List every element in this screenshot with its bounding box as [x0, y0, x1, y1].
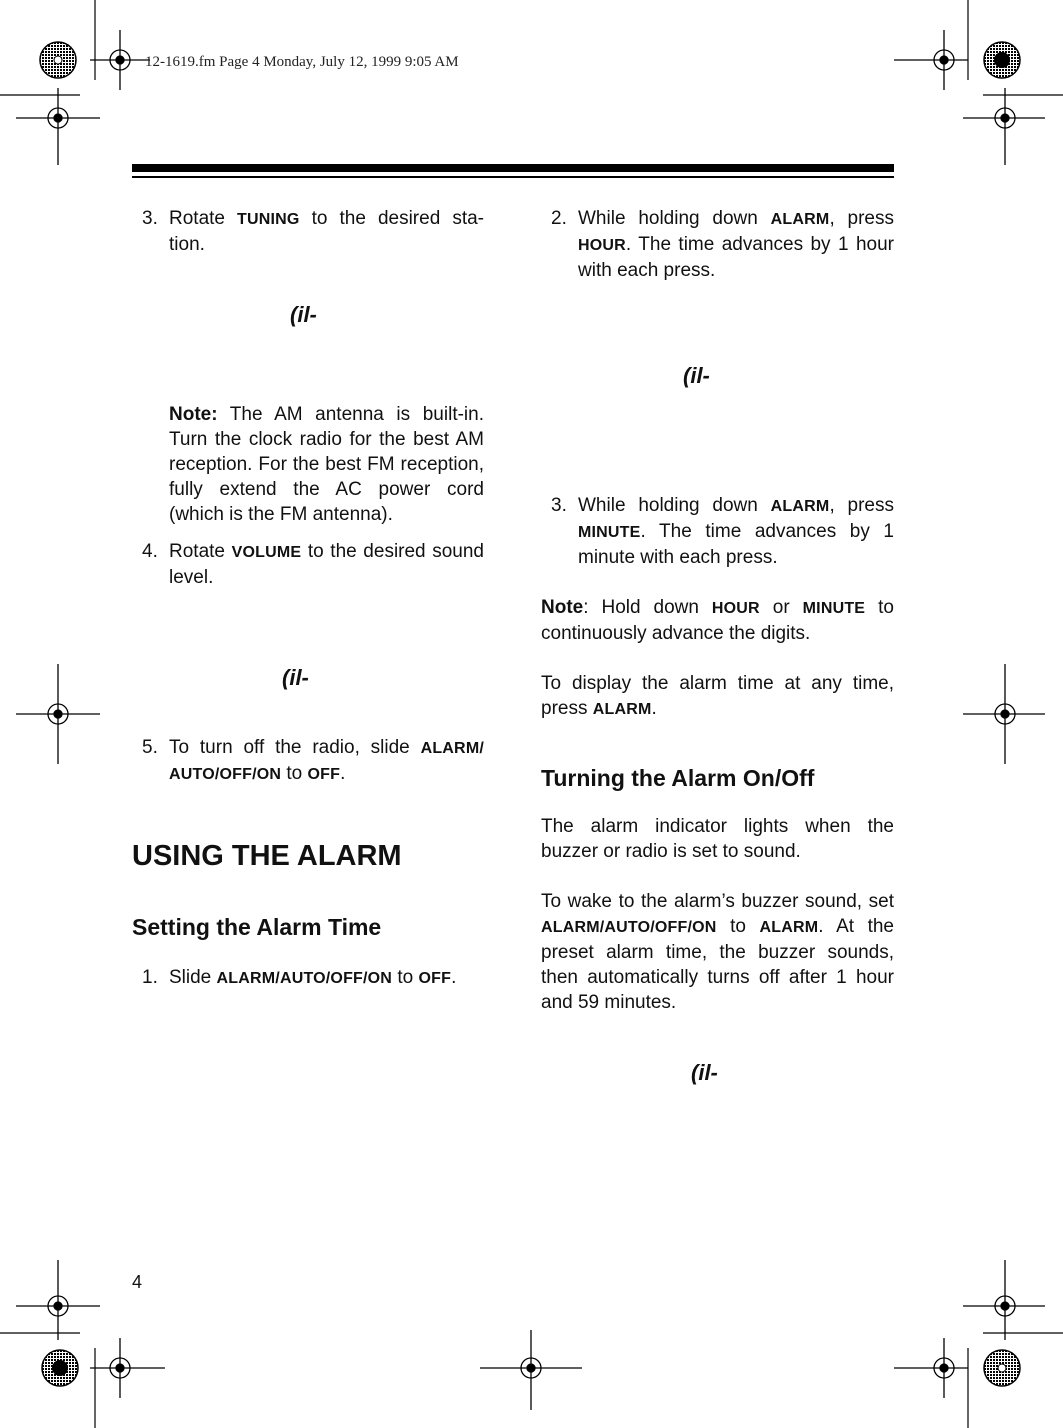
- illustration-placeholder: (il-: [290, 302, 317, 327]
- illustration-placeholder: (il-: [683, 363, 710, 388]
- step-4-volume: 4. Rotate VOLUME to the desired sound level.: [142, 541, 484, 588]
- illustration-placeholder: (il-: [282, 665, 309, 690]
- step-3-minute: 3. While holding down ALARM, press MINUTE. The time advances by 1 minute with each press.: [551, 495, 894, 568]
- section-title: USING THE ALARM: [132, 840, 402, 872]
- subsection-title: Setting the Alarm Time: [132, 914, 382, 940]
- file-header-stamp: 12-1619.fm Page 4 Monday, July 12, 1999 9:05 AM: [145, 54, 459, 70]
- hold-note: Note: Hold down HOUR or MINUTE to continuously advance the digits.: [541, 597, 894, 644]
- display-alarm-paragraph: To display the alarm time at any time, press ALARM.: [541, 673, 894, 719]
- step-5-turn-off: 5. To turn off the radio, slide ALARM/ AUTO/OFF/ON to OFF.: [142, 737, 484, 784]
- indicator-paragraph: The alarm indicator lights when the buzzer or radio is set to sound.: [541, 816, 894, 862]
- header-rule-thick: [132, 164, 894, 172]
- right-column: [541, 206, 894, 1085]
- left-column: [132, 206, 484, 991]
- sunburst-mark-bottom-left: [42, 1350, 78, 1386]
- header-rule-thin: [132, 176, 894, 178]
- step-2-hour: 2. While holding down ALARM, press HOUR. The time advances by 1 hour with each press.: [551, 208, 894, 281]
- sunburst-mark-top-left: [40, 42, 76, 78]
- wake-paragraph: To wake to the alarm’s buzzer sound, set ALARM/AUTO/OFF/ON to ALARM. At the preset alarm time, the buzzer sounds, then automatically turns off after 1 hour and 59 minutes.: [541, 891, 894, 1013]
- antenna-note: Note: The AM antenna is built-in. Turn the clock radio for the best AM reception. For the best FM reception, fully extend the AC power cord (which is the FM antenna).: [169, 404, 484, 525]
- page-number: 4: [132, 1272, 143, 1292]
- subsection-title: Turning the Alarm On/Off: [541, 765, 815, 791]
- step-3-tuning: 3. Rotate TUNING to the desired sta-tion.: [142, 208, 484, 255]
- illustration-placeholder: (il-: [691, 1060, 718, 1085]
- sunburst-mark-top-right: [984, 42, 1020, 78]
- sunburst-mark-bottom-right: [984, 1350, 1020, 1386]
- step-1-slide: 1. Slide ALARM/AUTO/OFF/ON to OFF.: [142, 967, 457, 988]
